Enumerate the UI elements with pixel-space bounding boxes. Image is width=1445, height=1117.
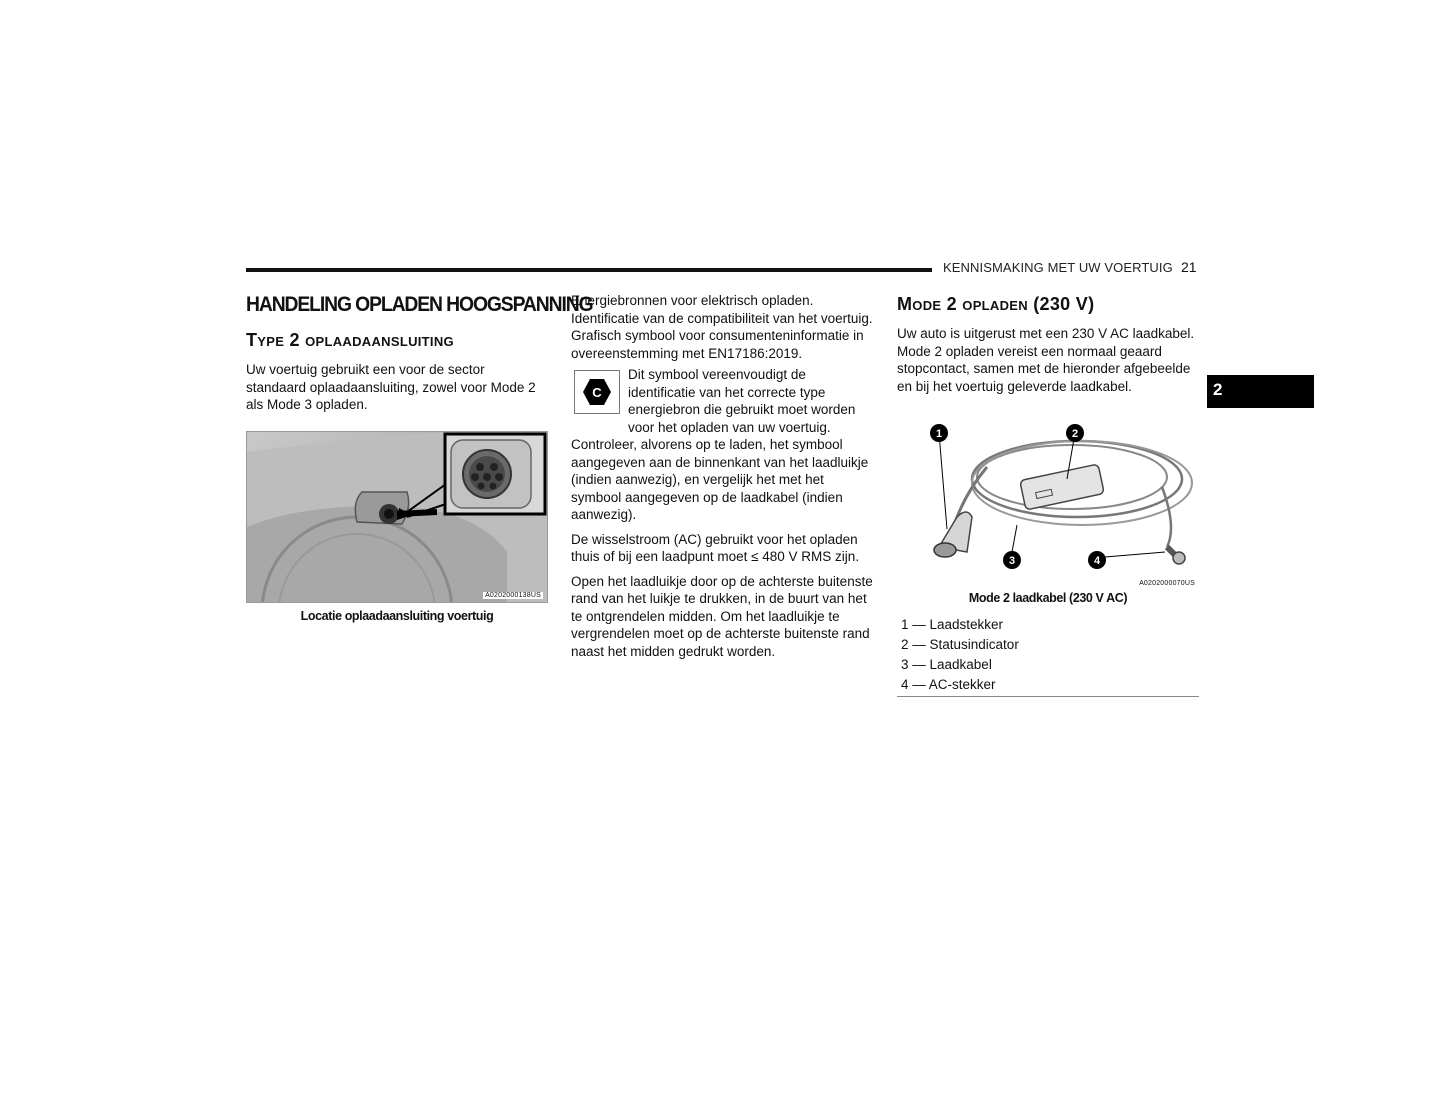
compatibility-paragraph: Energiebronnen voor elektrisch opladen. Identificatie van de compatibiliteit van het voertuig. Grafisch symbool voor consumenteninformatie in overeenstemming met EN17186:2019. bbox=[571, 293, 873, 361]
figure-code: A0202000070US bbox=[1139, 580, 1195, 587]
callout-1: 1 bbox=[935, 428, 943, 440]
intro-paragraph: Uw voertuig gebruikt een voor de sector standaard oplaadaansluiting, zowel voor Mode 2 als Mode 3 opladen. bbox=[246, 362, 536, 412]
figure-legend bbox=[897, 615, 1199, 697]
figure-caption: Mode 2 laadkabel (230 V AC) bbox=[968, 591, 1128, 605]
symbol-block bbox=[571, 366, 873, 436]
check-paragraph: Controleer, alvorens op te laden, het symbool aangegeven aan de binnenkant van het laadluikje (indien aanwezig), en vergelijk het met het symbool aangegeven op de laadkabel (indien aanwezig). bbox=[571, 437, 869, 522]
hexagon-icon bbox=[582, 377, 612, 407]
symbol-letter: C bbox=[592, 385, 602, 400]
section-title-mode2: Mode 2 opladen (230 V) bbox=[897, 294, 1095, 314]
callout-4: 4 bbox=[1093, 555, 1101, 567]
energy-symbol-c-icon bbox=[574, 370, 620, 414]
legend-item: 4 — AC-stekker bbox=[901, 677, 996, 692]
column-right bbox=[897, 292, 1199, 697]
symbol-description: Dit symbool vereenvoudigt de identificatie van het correcte type energiebron die gebruikt moet worden voor het opladen van uw voertuig. bbox=[628, 367, 856, 435]
legend-item: 1 — Laadstekker bbox=[901, 617, 1004, 632]
main-title: HANDELING OPLADEN HOOGSPANNING bbox=[246, 293, 593, 316]
callout-3: 3 bbox=[1008, 555, 1016, 567]
legend-rule bbox=[897, 696, 1199, 697]
running-header: KENNISMAKING MET UW VOERTUIG bbox=[943, 260, 1173, 275]
figure-code: A0202000138US bbox=[485, 591, 541, 599]
legend-item: 2 — Statusindicator bbox=[901, 637, 1019, 652]
charging-cable-illustration bbox=[927, 417, 1197, 577]
chapter-tab[interactable]: 2 bbox=[1207, 375, 1314, 408]
legend-item: 3 — Laadkabel bbox=[901, 657, 992, 672]
column-left bbox=[246, 292, 593, 623]
page-number: 21 bbox=[1181, 259, 1197, 275]
ac-paragraph: De wisselstroom (AC) gebruikt voor het opladen thuis of bij een laadpunt moet ≤ 480 V RMS zijn. bbox=[571, 531, 860, 564]
open-door-paragraph: Open het laadluikje door op de achterste buitenste rand van het luikje te drukken, in de buurt van het te ontgrendelen midden. Om het laadluikje te vergrendelen moet op de achterste buitenste rand naast het midden gedrukt worden. bbox=[571, 573, 873, 659]
header-rule bbox=[246, 268, 932, 272]
charging-port-photo bbox=[246, 431, 548, 603]
charging-cable-figure bbox=[927, 417, 1197, 587]
section-title-type2: Type 2 oplaadaansluiting bbox=[246, 330, 454, 350]
figure-caption: Locatie oplaadaansluiting voertuig bbox=[300, 608, 494, 623]
mode2-paragraph: Uw auto is uitgerust met een 230 V AC laadkabel. Mode 2 opladen vereist een normaal geaard stopcontact, samen met de hieronder afgebeelde en bij het voertuig geleverde laadkabel. bbox=[897, 326, 1195, 394]
charging-port-illustration bbox=[247, 432, 548, 603]
column-middle bbox=[571, 292, 873, 660]
callout-2: 2 bbox=[1071, 428, 1079, 440]
